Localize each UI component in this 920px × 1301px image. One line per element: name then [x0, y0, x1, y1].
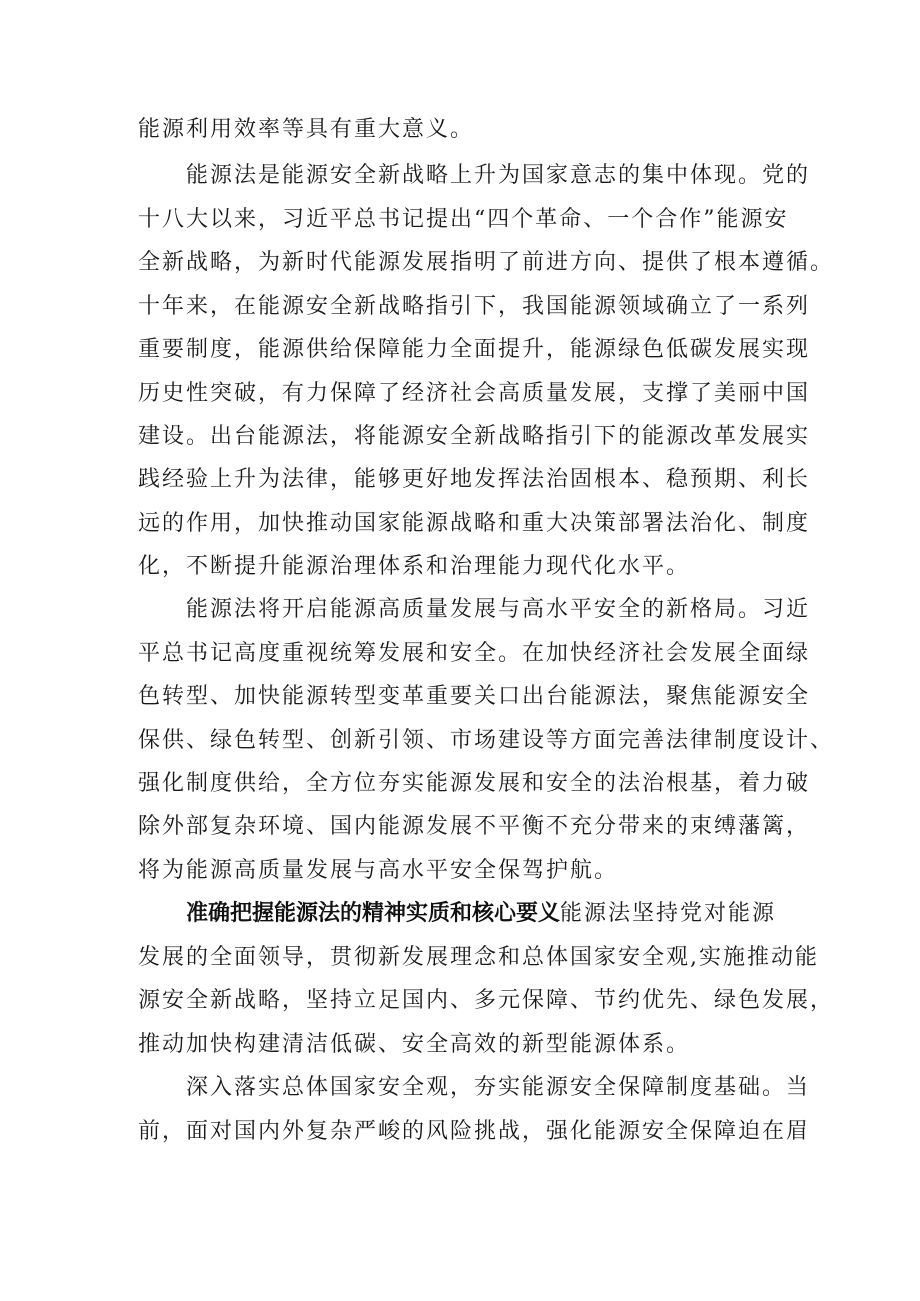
paragraph-start-line: 深入落实总体国家安全观，夯实能源安全保障制度基础。当 [186, 1075, 811, 1100]
heading-continuation: 能源法坚持党对能源 [560, 901, 777, 926]
paragraph-start-line: 能源法将开启能源高质量发展与高水平安全的新格局。习近 [186, 597, 811, 622]
text-line: 保供、绿色转型、创新引领、市场建设等方面完善法律制度设计、 [138, 728, 835, 753]
text-line: 化，不断提升能源治理体系和治理能力现代化水平。 [138, 554, 691, 579]
text-line: 十八大以来，习近平总书记提出“四个革命、一个合作”能源安 [138, 207, 789, 232]
text-line: 建设。出台能源法，将能源安全新战略指引下的能源改革发展实 [138, 424, 811, 449]
text-line: 平总书记高度重视统筹发展和安全。在加快经济社会发展全面绿 [138, 641, 811, 666]
text-line: 发展的全面领导，贯彻新发展理念和总体国家安全观,实施推动能 [138, 945, 819, 970]
text-line: 源安全新战略，坚持立足国内、多元保障、节约优先、绿色发展， [138, 988, 835, 1013]
text-line: 能源利用效率等具有重大意义。 [138, 117, 475, 142]
text-line: 践经验上升为法律，能够更好地发挥法治固根本、稳预期、利长 [138, 467, 811, 492]
text-line: 十年来，在能源安全新战略指引下，我国能源领域确立了一系列 [138, 294, 811, 319]
text-line: 全新战略，为新时代能源发展指明了前进方向、提供了根本遵循。 [138, 250, 835, 275]
text-line: 强化制度供给，全方位夯实能源发展和安全的法治根基，着力破 [138, 771, 811, 796]
text-line: 推动加快构建清洁低碳、安全高效的新型能源体系。 [138, 1032, 691, 1057]
text-line: 前，面对国内外复杂严峻的风险挑战，强化能源安全保障迫在眉 [138, 1119, 811, 1144]
text-line: 历史性突破，有力保障了经济社会高质量发展，支撑了美丽中国 [138, 381, 811, 406]
paragraph-start-line [186, 899, 776, 929]
text-line: 重要制度，能源供给保障能力全面提升，能源绿色低碳发展实现 [138, 337, 811, 362]
text-line: 远的作用，加快推动国家能源战略和重大决策部署法治化、制度 [138, 511, 811, 536]
text-line: 除外部复杂环境、国内能源发展不平衡不充分带来的束缚藩篱， [138, 814, 811, 839]
section-heading: 准确把握能源法的精神实质和核心要义 [186, 901, 561, 926]
text-line: 将为能源高质量发展与高水平安全保驾护航。 [138, 858, 619, 883]
paragraph-start-line: 能源法是能源安全新战略上升为国家意志的集中体现。党的 [186, 163, 811, 188]
text-line: 色转型、加快能源转型变革重要关口出台能源法，聚焦能源安全 [138, 684, 811, 709]
